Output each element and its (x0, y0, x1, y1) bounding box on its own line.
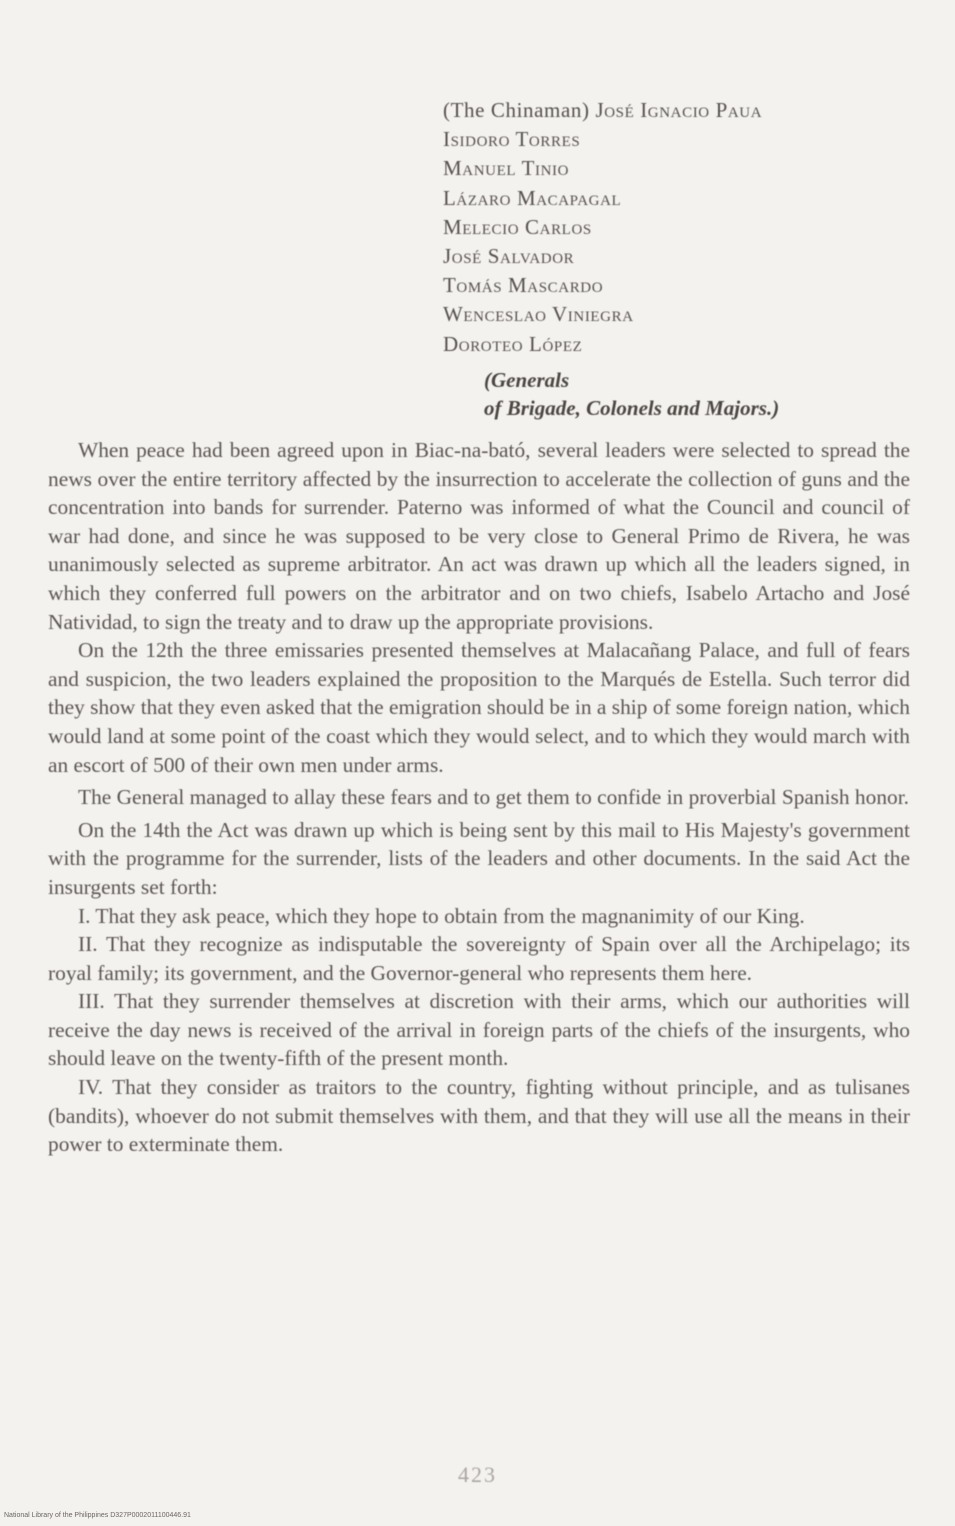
paragraph: The General managed to allay these fears and to get them to confide in proverbial Spanish honor. (78, 785, 909, 810)
ranks-caption (484, 366, 779, 422)
page-number: 423 (458, 1462, 497, 1487)
paragraph: On the 14th the Act was drawn up which is being sent by this mail to His Majesty's government with the programme for the surrender, lists of the leaders and other documents. In the said Act the insurgents set forth: (48, 817, 910, 899)
ranks-line-1: (Generals (484, 368, 570, 392)
signatory-name: José Salvador (443, 244, 575, 269)
signatory-name: Melecio Carlos (443, 214, 592, 239)
signatory-name: Doroteo López (443, 331, 583, 356)
paragraph: II. That they recognize as indisputable the sovereignty of Spain over all the Archipelago; its royal family; its government, and the Governor-general who represents them here. (48, 932, 910, 985)
paragraph: I. That they ask peace, which they hope to obtain from the magnanimity of our King. (78, 903, 805, 928)
signatory-name: Wenceslao Viniegra (443, 302, 634, 327)
footer-credit: National Library of the Philippines D327P0002011100446.91 (4, 1512, 191, 1519)
paragraph: On the 12th the three emissaries presented themselves at Malacañang Palace, and full of fears and suspicion, the two leaders explained the proposition to the Marqués de Estella. Such terror did they show that they even asked that the emigration should be in a ship of some foreign nation, which would land at some point of the coast which they would select, and to which they would march with an escort of 500 of their own men under arms. (48, 638, 910, 777)
signatory-name: Isidoro Torres (443, 127, 581, 152)
paragraph: III. That they surrender themselves at discretion with their arms, which our authorities will receive the day news is received of the arrival in foreign parts of the chiefs of the insurgents, who should leave on the twenty-fifth of the present month. (48, 989, 910, 1071)
body-text (48, 436, 910, 1159)
signatory-name: Manuel Tinio (443, 156, 570, 181)
signatory-name: Lázaro Macapagal (443, 185, 622, 210)
signatory-name: (The Chinaman) José Ignacio Paua (443, 98, 763, 122)
signatory-list (443, 96, 913, 359)
paragraph: IV. That they consider as traitors to the country, fighting without principle, and as tulisanes (bandits), whoever do not submit themselves with them, and that they will use all the means in their power to exterminate them. (48, 1075, 910, 1157)
paragraph: When peace had been agreed upon in Biac-na-bató, several leaders were selected to spread the news over the entire territory affected by the insurrection to accelerate the collection of guns and the concentration into bands for surrender. Paterno was informed of what the Council and council of war had done, and since he was supposed to be very close to General Primo de Rivera, he was unanimously selected as supreme arbitrator. An act was drawn up which all the leaders signed, in which they conferred full powers on the arbitrator and on two chiefs, Isabelo Artacho and José Natividad, to sign the treaty and to draw up the appropriate provisions. (48, 438, 910, 634)
ranks-line-2: of Brigade, Colonels and Majors.) (484, 396, 780, 420)
signatory-note: (The Chinaman) (443, 98, 596, 122)
signatory-name: Tomás Mascardo (443, 273, 604, 298)
